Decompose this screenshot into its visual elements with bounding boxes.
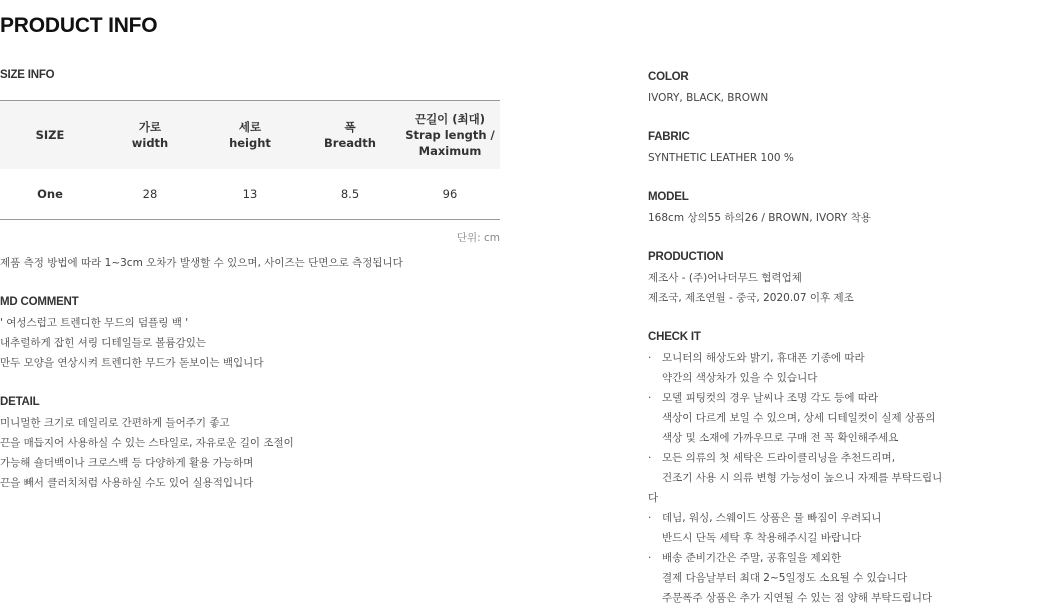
check-it-text: 모델 피팅컷의 경우 날씨나 조명 각도 등에 따라 xyxy=(662,392,879,404)
production-heading: PRODUCTION xyxy=(648,251,724,263)
detail-line: 가능해 숄더백이나 크로스백 등 다양하게 활용 가능하며 xyxy=(0,457,254,469)
height-col-label-kr: 세로 xyxy=(238,120,262,134)
fabric-value: SYNTHETIC LEATHER 100 % xyxy=(648,152,794,164)
bullet-dot-icon: · xyxy=(648,552,652,564)
unit-note: 단위: cm xyxy=(456,232,500,244)
check-it-item xyxy=(648,348,865,368)
md-comment-line: 내추럴하게 잡힌 셔링 디테일들로 볼륨감있는 xyxy=(0,337,207,349)
check-it-text: 색상이 다르게 보일 수 있으며, 상세 디테일컷이 실제 상품의 xyxy=(662,412,936,424)
breadth-col-label-en: Breadth xyxy=(324,136,376,150)
height-col-header xyxy=(200,101,300,170)
bullet-dot-icon: · xyxy=(648,352,652,364)
size-info-heading: SIZE INFO xyxy=(0,69,55,81)
strap-col-header xyxy=(400,101,500,170)
table-cell-breadth: 8.5 xyxy=(340,187,360,201)
breadth-col-label-kr: 폭 xyxy=(344,120,356,134)
check-it-item xyxy=(648,568,907,588)
check-it-item xyxy=(648,428,898,448)
size-col-label: SIZE xyxy=(35,128,65,142)
fabric-heading: FABRIC xyxy=(648,131,690,143)
check-it-text: 모든 의류의 첫 세탁은 드라이클리닝을 추천드리며, xyxy=(662,452,896,464)
check-it-text: 데님, 워싱, 스웨이드 상품은 물 빠짐이 우려되니 xyxy=(662,512,882,524)
check-it-item xyxy=(648,368,817,388)
size-table-header-row xyxy=(0,101,500,170)
detail-line: 미니멀한 크기로 데일리로 간편하게 들어주기 좋고 xyxy=(0,417,230,429)
table-cell-strap: 96 xyxy=(442,187,458,201)
height-col-label-en: height xyxy=(229,136,271,150)
size-col-header xyxy=(0,101,100,170)
check-it-text: 주문폭주 상품은 추가 지연될 수 있는 점 양해 부탁드립니다 xyxy=(662,592,933,604)
check-it-text: 결제 다음날부터 최대 2~5일정도 소요될 수 있습니다 xyxy=(662,572,908,584)
table-cell-width: 28 xyxy=(142,187,158,201)
check-it-text: 배송 준비기간은 주말, 공휴일을 제외한 xyxy=(662,552,841,564)
check-it-item xyxy=(648,408,935,428)
detail-line: 끈을 매듭지어 사용하실 수 있는 스타일로, 자유로운 길이 조절이 xyxy=(0,437,294,449)
check-it-text: 건조기 사용 시 의류 변형 가능성이 높으니 자제를 부탁드립니 xyxy=(662,472,943,484)
check-it-item xyxy=(648,548,841,568)
detail-line: 끈을 빼서 클러치처럼 사용하실 수도 있어 실용적입니다 xyxy=(0,477,254,489)
check-it-item xyxy=(648,528,861,548)
width-col-label-kr: 가로 xyxy=(138,120,162,134)
md-comment-line: 만두 모양을 연상시켜 트렌디한 무드가 돋보이는 백입니다 xyxy=(0,357,264,369)
check-it-item xyxy=(648,588,932,608)
check-it-heading: CHECK IT xyxy=(648,331,701,343)
strap-col-label-kr: 끈길이 (최대) xyxy=(414,112,486,126)
production-line: 제조국, 제조연월 - 중국, 2020.07 이후 제조 xyxy=(648,292,854,304)
breadth-col-header xyxy=(300,101,400,170)
detail-heading: DETAIL xyxy=(0,396,40,408)
model-value: 168cm 상의55 하의26 / BROWN, IVORY 착용 xyxy=(648,212,871,224)
check-it-item xyxy=(648,508,881,528)
production-line: 제조사 - (주)어나더무드 협력업체 xyxy=(648,272,802,284)
measure-note: 제품 측정 방법에 따라 1~3cm 오차가 발생할 수 있으며, 사이즈는 단면으로 측정됩니다 xyxy=(0,257,403,269)
check-it-text: 모니터의 해상도와 밝기, 휴대폰 기종에 따라 xyxy=(662,352,865,364)
width-col-label-en: width xyxy=(131,136,169,150)
size-table xyxy=(0,100,500,220)
page-title: PRODUCT INFO xyxy=(0,14,158,37)
md-comment-line: ' 여성스럽고 트렌디한 무드의 덤플링 백 ' xyxy=(0,317,189,329)
check-it-item xyxy=(648,448,895,468)
check-it-text: 약간의 색상차가 있을 수 있습니다 xyxy=(662,372,818,384)
table-cell-height: 13 xyxy=(242,187,258,201)
model-heading: MODEL xyxy=(648,191,689,203)
check-it-text: 반드시 단독 세탁 후 착용해주시길 바랍니다 xyxy=(662,532,862,544)
strap-col-label-en: Strap length / Maximum xyxy=(405,128,495,158)
check-it-item xyxy=(648,468,942,488)
check-it-text: 색상 및 소재에 가까우므로 구매 전 꼭 확인해주세요 xyxy=(662,432,899,444)
table-cell-size: One xyxy=(37,187,63,201)
check-it-item xyxy=(648,388,878,408)
check-it-text: 다 xyxy=(648,492,659,504)
color-heading: COLOR xyxy=(648,71,689,83)
bullet-dot-icon: · xyxy=(648,392,652,404)
color-value: IVORY, BLACK, BROWN xyxy=(648,92,769,104)
bullet-dot-icon: · xyxy=(648,512,652,524)
width-col-header xyxy=(100,101,200,170)
bullet-dot-icon: · xyxy=(648,452,652,464)
check-it-item xyxy=(648,488,658,508)
md-comment-heading: MD COMMENT xyxy=(0,296,79,308)
table-row xyxy=(0,169,500,220)
